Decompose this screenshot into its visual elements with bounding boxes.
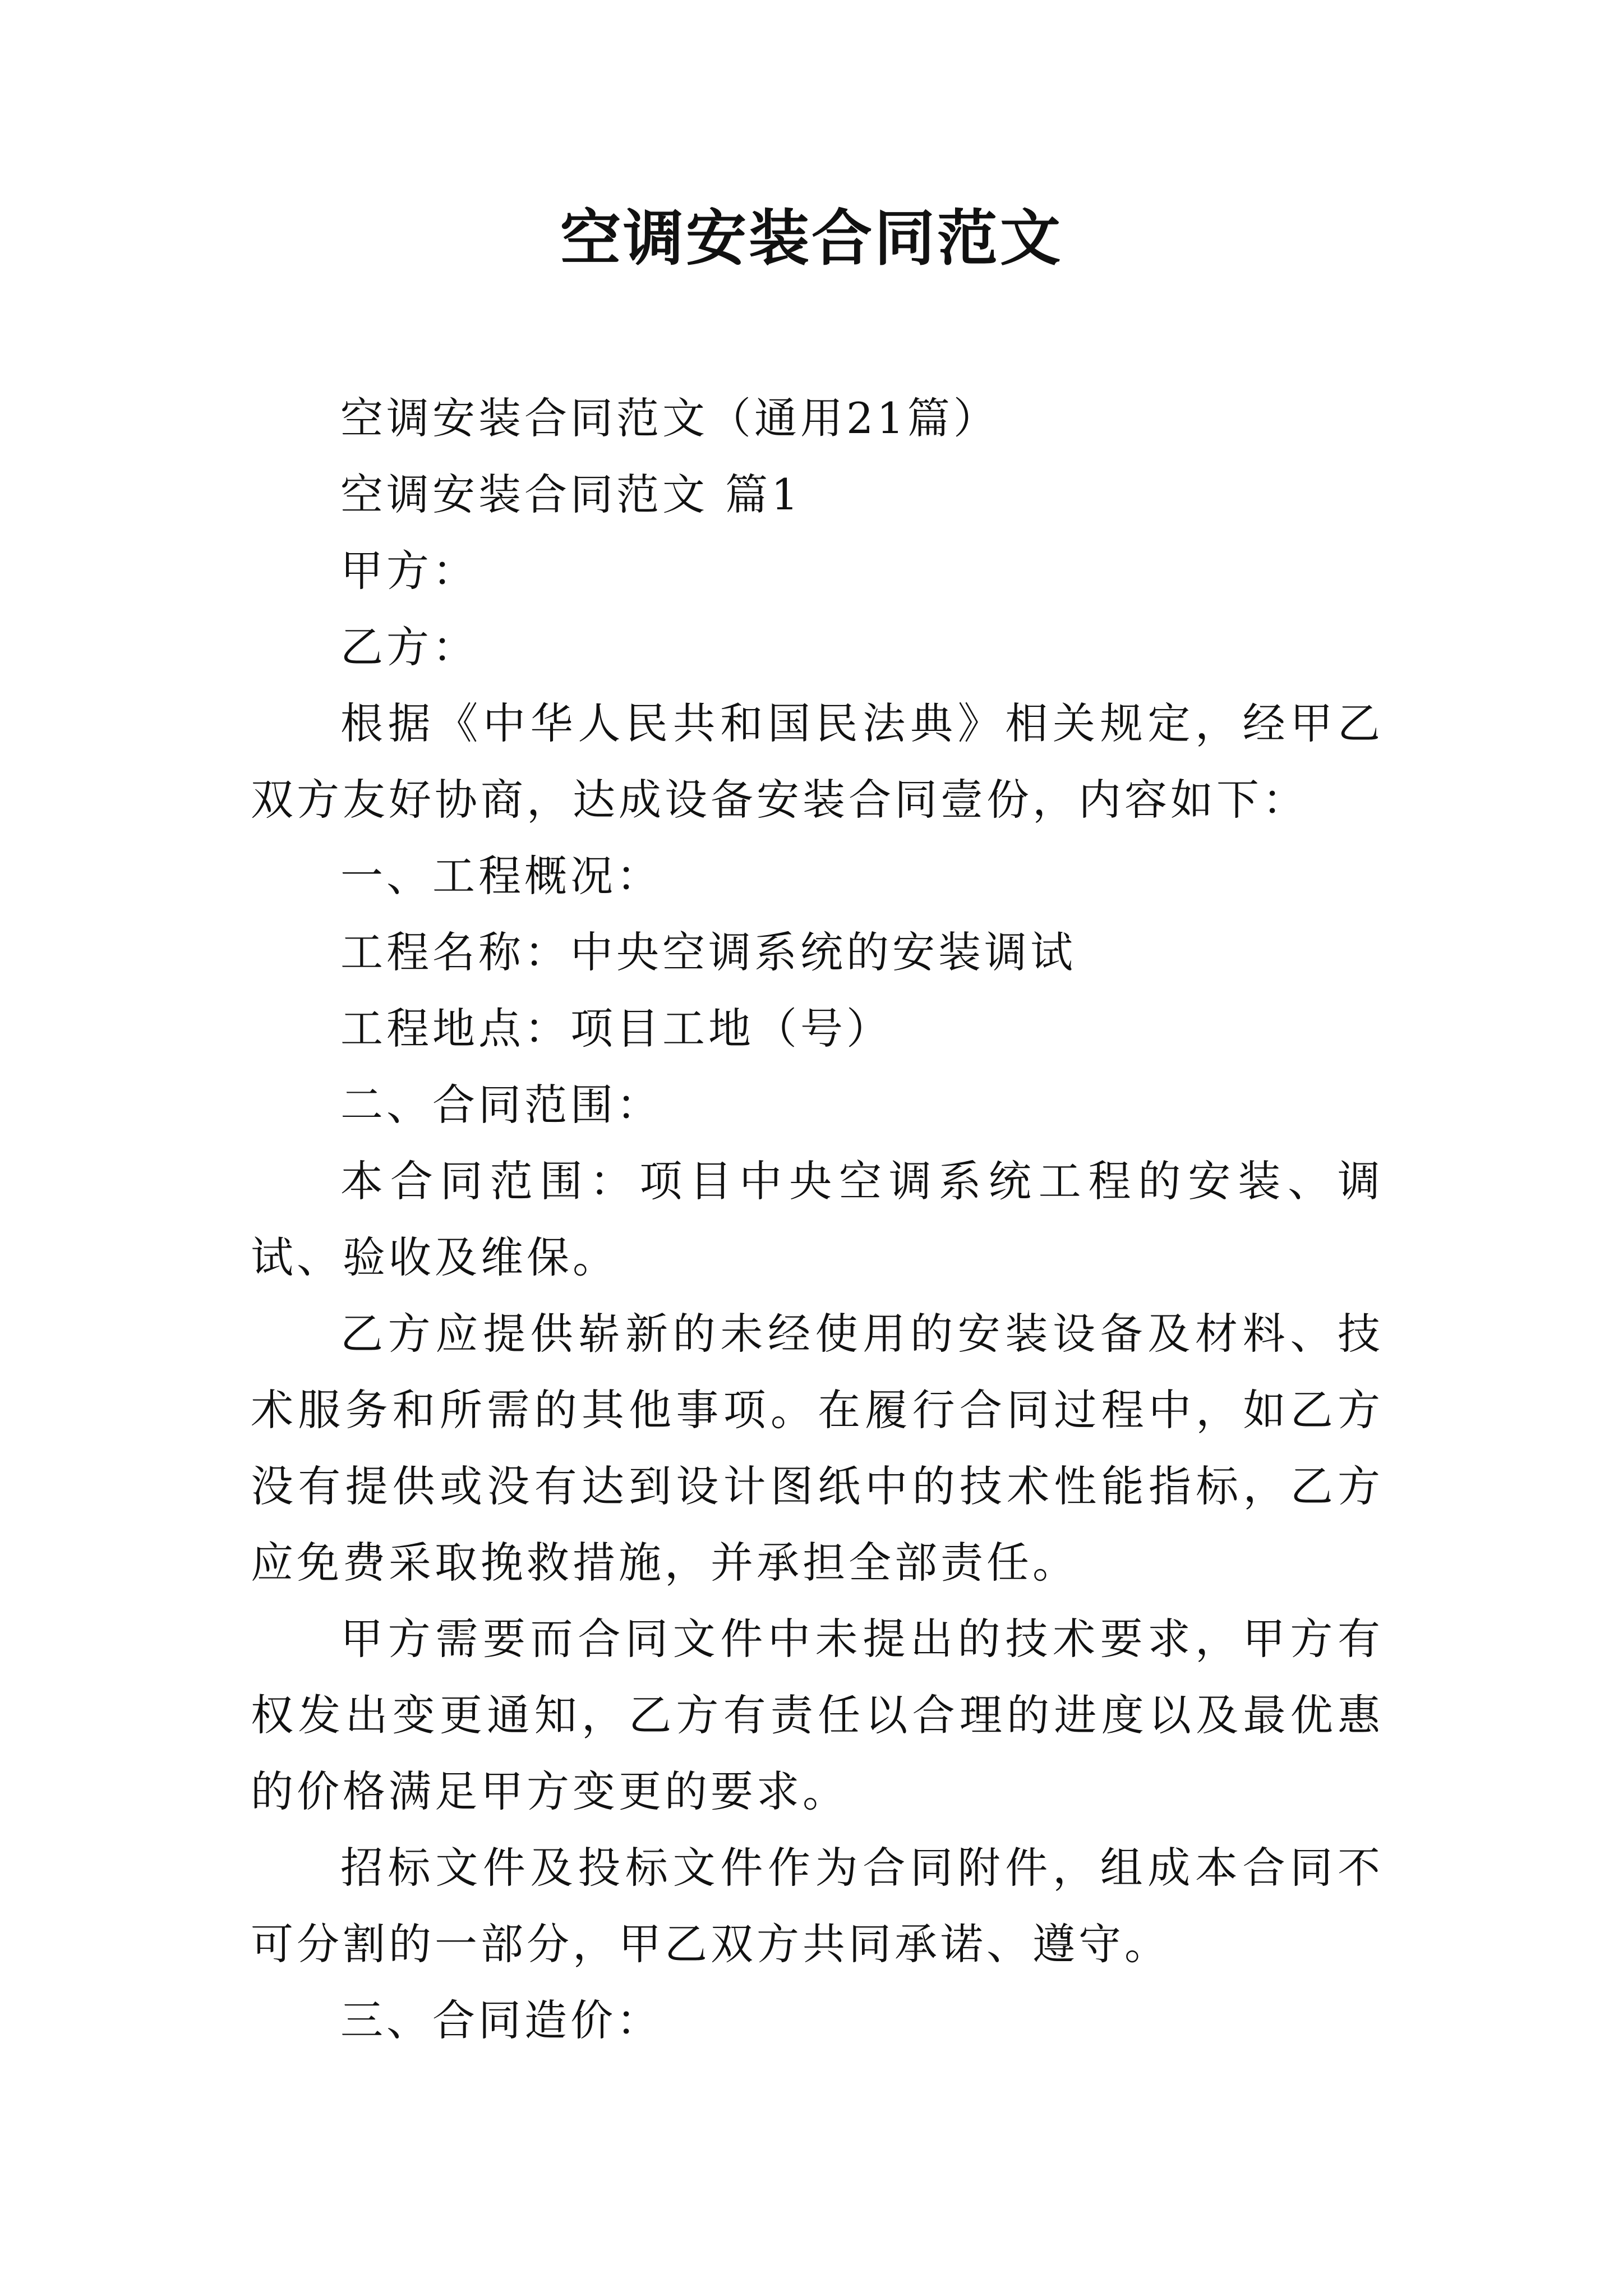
- paragraph-section-heading: 空调安装合同范文 篇1: [340, 470, 802, 519]
- paragraph-heading-price: 三、合同造价：: [340, 1995, 662, 2045]
- paragraph-change-request: 甲方需要而合同文件中未提出的技术要求，甲方有权发出变更通知，乙方有责任以合理的进度以及最优惠的价格满足甲方变更的要求。: [251, 1614, 1384, 1816]
- paragraph-preamble: 根据《中华人民共和国民法典》相关规定，经甲乙双方友好协商，达成设备安装合同壹份，内容如下：: [251, 698, 1384, 825]
- paragraph-project-name: 工程名称：中央空调系统的安装调试: [340, 927, 1076, 977]
- document-title: 空调安装合同范文: [560, 203, 1063, 274]
- paragraph-party-b: 乙方：: [340, 622, 478, 672]
- paragraph-subtitle: 空调安装合同范文（通用21篇）: [340, 393, 999, 443]
- paragraph-scope: 本合同范围：项目中央空调系统工程的安装、调试、验收及维保。: [251, 1156, 1384, 1282]
- paragraph-supply-obligation: 乙方应提供崭新的未经使用的安装设备及材料、技术服务和所需的其他事项。在履行合同过程中，如乙方没有提供或没有达到设计图纸中的技术性能指标，乙方应免费采取挽救措施，并承担全部责任。: [251, 1309, 1384, 1588]
- paragraph-attachments: 招标文件及投标文件作为合同附件，组成本合同不可分割的一部分，甲乙双方共同承诺、遵守。: [251, 1843, 1384, 1969]
- paragraph-party-a: 甲方：: [340, 546, 478, 596]
- paragraph-heading-overview: 一、工程概况：: [340, 851, 662, 901]
- paragraph-project-location: 工程地点：项目工地（号）: [340, 1004, 892, 1053]
- paragraph-heading-scope: 二、合同范围：: [340, 1080, 662, 1130]
- document-body: [251, 380, 1384, 2059]
